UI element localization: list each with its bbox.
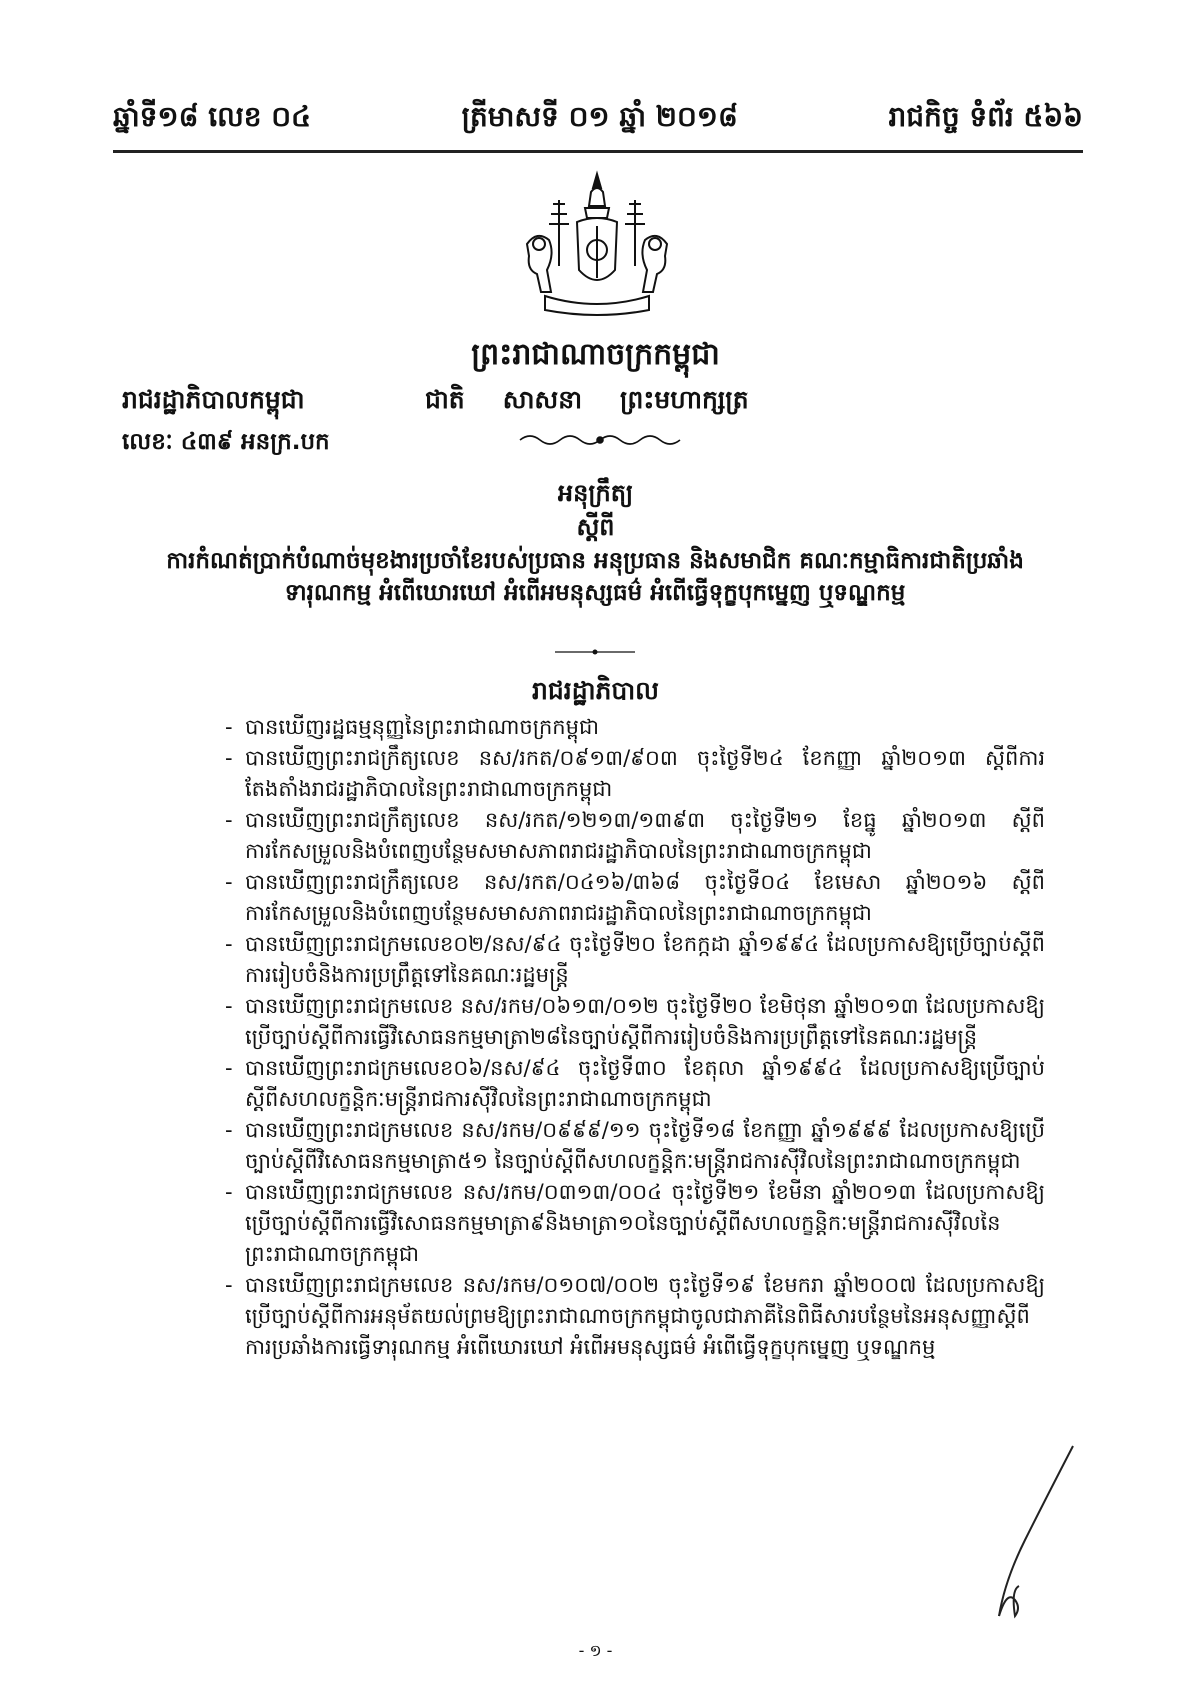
list-item: - បានឃើញព្រះរាជក្រមលេខ នស/រកម/០៩៩៩/១១ ចុះថ្ងៃទី១៨ ខែកញ្ញា ឆ្នាំ១៩៩៩ ដែលប្រកាសឱ្យប្រើច្បាប់ស្តីពីវិសោធនកម្មមាត្រា៥១ នៃច្បាប់ស្តីពីសហលក្ខន្តិកៈមន្ត្រីរាជការស៊ីវិលនៃព្រះរាជាណាចក្រកម្ពុជា — [245, 1115, 1045, 1177]
government-name: រាជរដ្ឋាភិបាលកម្ពុជា — [122, 385, 305, 414]
list-item: - បានឃើញព្រះរាជក្រឹត្យលេខ នស/រកត/០៩១៣/៩០៣ ចុះថ្ងៃទី២៤ ខែកញ្ញា ឆ្នាំ២០១៣ ស្តីពីការតែងតាំងរាជរដ្ឋាភិបាលនៃព្រះរាជាណាចក្រកម្ពុជា — [245, 743, 1045, 805]
header-page: រាជកិច្ច ទំព័រ ៥៦៦ — [888, 100, 1083, 133]
list-item: - បានឃើញរដ្ឋធម្មនុញ្ញនៃព្រះរាជាណាចក្រកម្ពុជា — [245, 712, 1045, 743]
motto-religion: សាសនា — [502, 385, 583, 414]
page-number: - ១ - — [578, 1641, 613, 1660]
motto-king: ព្រះមហាក្សត្រ — [620, 385, 749, 414]
ornament-divider-icon — [515, 430, 685, 450]
document-title: ការកំណត់ប្រាក់បំណាច់មុខងារប្រចាំខែរបស់ប្រធាន អនុប្រធាន និងសមាជិក គណៈកម្មាធិការជាតិប្រឆាំងទារុណកម្ម អំពើឃោរឃៅ អំពើអមនុស្សធម៌ អំពើធ្វើទុក្ខបុកម្នេញ ឬទណ្ឌកម្ម — [166, 548, 1024, 606]
list-item: - បានឃើញព្រះរាជក្រឹត្យលេខ នស/រកត/០៤១៦/៣៦៨ ចុះថ្ងៃទី០៤ ខែមេសា ឆ្នាំ២០១៦ ស្តីពីការកែសម្រួលនិងបំពេញបន្ថែមសមាសភាពរាជរដ្ឋាភិបាលនៃព្រះរាជាណាចក្រកម្ពុជា — [245, 867, 1045, 929]
gazette-header — [113, 92, 1083, 153]
royal-emblem-icon — [515, 170, 680, 320]
document-about: ស្តីពី — [576, 513, 615, 541]
document-type: អនុក្រឹត្យ — [557, 479, 634, 507]
header-issue: ឆ្នាំទី១៨ លេខ ០៤ — [113, 100, 311, 133]
header-quarter: ត្រីមាសទី ០១ ឆ្នាំ ២០១៨ — [461, 100, 738, 133]
preamble-list — [245, 712, 1045, 1363]
title-separator-icon — [555, 648, 635, 656]
decree-number: លេខៈ ៤៣៩ អនក្រ.បក — [122, 429, 330, 455]
list-item: - បានឃើញព្រះរាជក្រមលេខ នស/រកម/០១០៧/០០២ ចុះថ្ងៃទី១៩ ខែមករា ឆ្នាំ២០០៧ ដែលប្រកាសឱ្យប្រើច្បាប់ស្តីពីការអនុម័តយល់ព្រមឱ្យព្រះរាជាណាចក្រកម្ពុជាចូលជាភាគីនៃពិធីសារបន្ថែមនៃអនុសញ្ញាស្តីពីការប្រឆាំងការធ្វើទារុណកម្ម អំពើឃោរឃៅ អំពើអមនុស្សធម៌ អំពើធ្វើទុក្ខបុកម្នេញ ឬទណ្ឌកម្ម — [245, 1270, 1045, 1363]
list-item: - បានឃើញព្រះរាជក្រមលេខ០២/នស/៩៤ ចុះថ្ងៃទី២០ ខែកក្កដា ឆ្នាំ១៩៩៤ ដែលប្រកាសឱ្យប្រើច្បាប់ស្តីពីការរៀបចំនិងការប្រព្រឹត្តទៅនៃគណៈរដ្ឋមន្ត្រី — [245, 929, 1045, 991]
motto-nation: ជាតិ — [425, 385, 465, 414]
list-item: - បានឃើញព្រះរាជក្រមលេខ នស/រកម/០៣១៣/០០៤ ចុះថ្ងៃទី២១ ខែមីនា ឆ្នាំ២០១៣ ដែលប្រកាសឱ្យប្រើច្បាប់ស្តីពីការធ្វើវិសោធនកម្មមាត្រា៩និងមាត្រា១០នៃច្បាប់ស្តីពីសហលក្ខន្តិកៈមន្ត្រីរាជការស៊ីវិលនៃព្រះរាជាណាចក្រកម្ពុជា — [245, 1177, 1045, 1270]
list-item: - បានឃើញព្រះរាជក្រមលេខ នស/រកម/០៦១៣/០១២ ចុះថ្ងៃទី២០ ខែមិថុនា ឆ្នាំ២០១៣ ដែលប្រកាសឱ្យប្រើច្បាប់ស្តីពីការធ្វើវិសោធនកម្មមាត្រា២៨នៃច្បាប់ស្តីពីការរៀបចំនិងការប្រព្រឹត្តទៅនៃគណៈរដ្ឋមន្ត្រី — [245, 991, 1045, 1053]
signature-icon — [985, 1440, 1080, 1620]
list-item: - បានឃើញព្រះរាជក្រឹត្យលេខ នស/រកត/១២១៣/១៣៩៣ ចុះថ្ងៃទី២១ ខែធ្នូ ឆ្នាំ២០១៣ ស្តីពីការកែសម្រួលនិងបំពេញបន្ថែមសមាសភាពរាជរដ្ឋាភិបាលនៃព្រះរាជាណាចក្រកម្ពុជា — [245, 805, 1045, 867]
national-motto — [425, 385, 749, 421]
kingdom-title: ព្រះរាជាណាចក្រកម្ពុជា — [471, 337, 720, 372]
government-heading: រាជរដ្ឋាភិបាល — [532, 676, 659, 705]
list-item: - បានឃើញព្រះរាជក្រមលេខ០៦/នស/៩៤ ចុះថ្ងៃទី៣០ ខែតុលា ឆ្នាំ១៩៩៤ ដែលប្រកាសឱ្យប្រើច្បាប់ស្តីពីសហលក្ខន្តិកៈមន្ត្រីរាជការស៊ីវិលនៃព្រះរាជាណាចក្រកម្ពុជា — [245, 1053, 1045, 1115]
